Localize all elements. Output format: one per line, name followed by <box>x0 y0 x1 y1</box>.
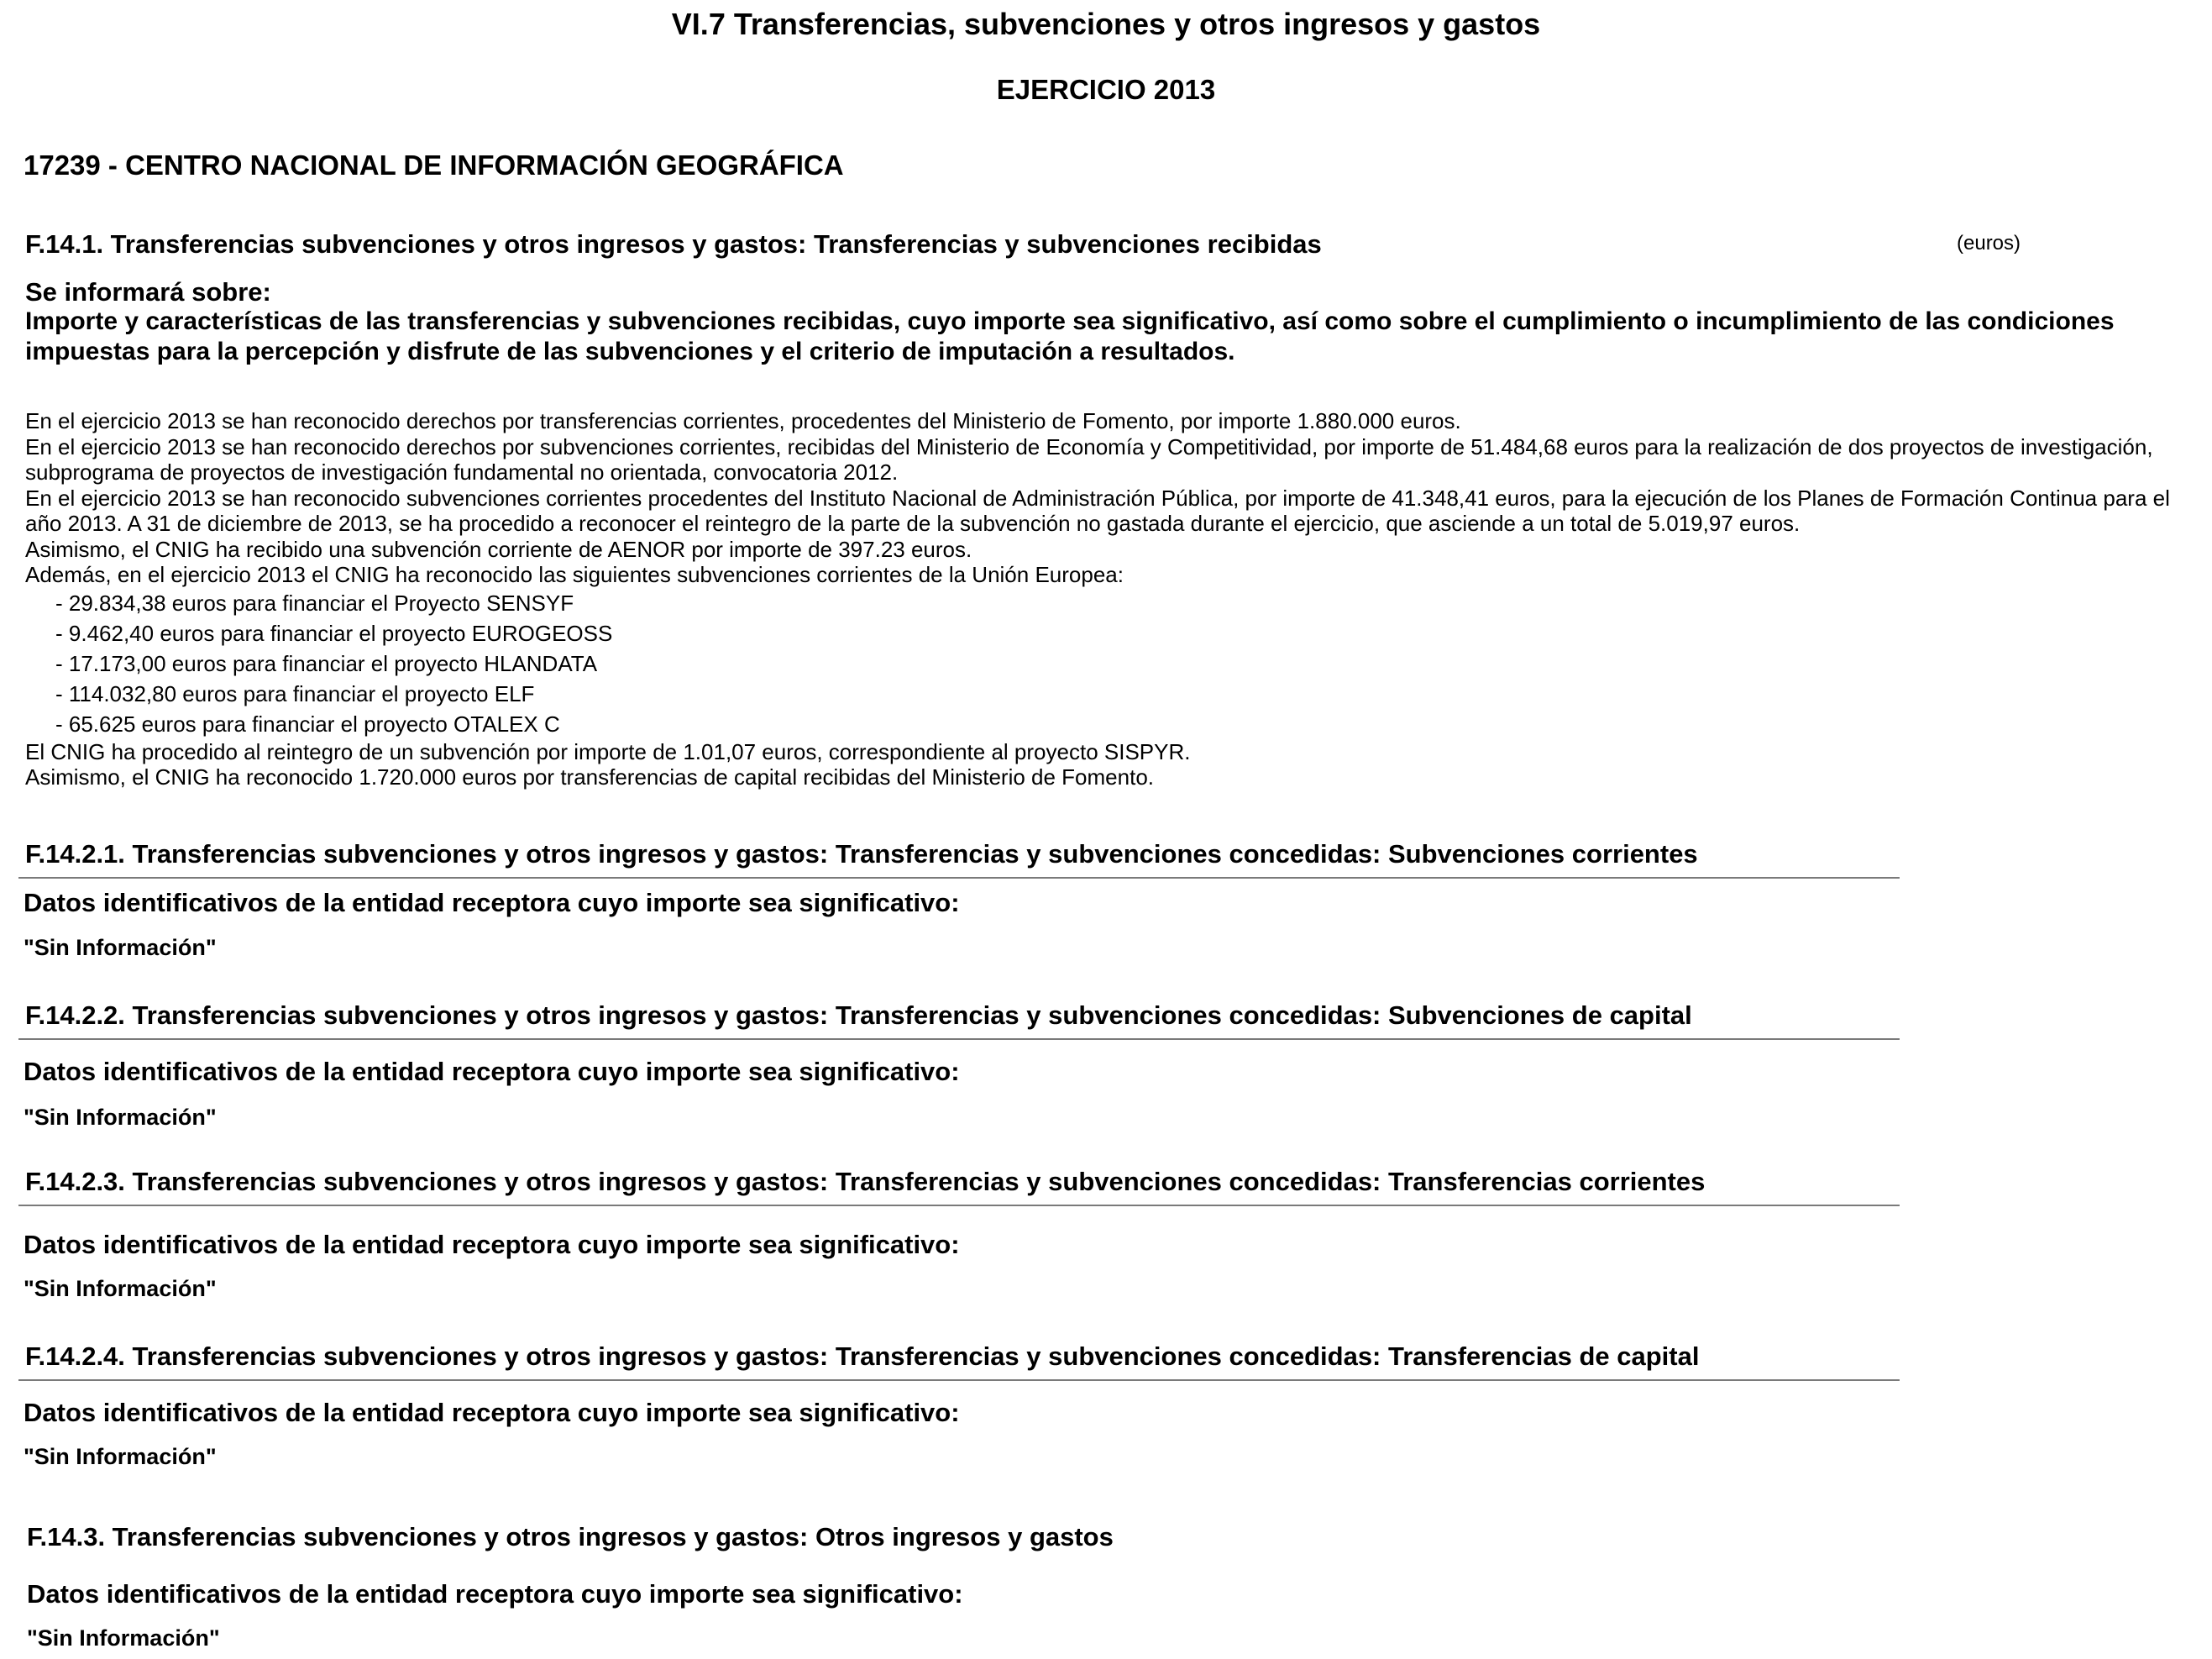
list-item: - 65.625 euros para financiar el proyecto OTALEX C <box>55 711 560 737</box>
entity-name: 17239 - CENTRO NACIONAL DE INFORMACIÓN GEOGRÁFICA <box>24 150 844 181</box>
no-information-value: "Sin Información" <box>24 1276 217 1301</box>
divider <box>18 877 1900 879</box>
no-information-value: "Sin Información" <box>24 1105 217 1130</box>
paragraph: En el ejercicio 2013 se han reconocido subvenciones corrientes procedentes del Instituto Nacional de Administración Pública, por importe de 41.348,41 euros, para la ejecución de los Planes de Formación Continua para el año 2013. A 31 de diciembre de 2013, se ha procedido a reconocer el reintegro de la parte de la subvención no gastada durante el ejercicio, que asciende a un total de 5.019,97 euros. <box>25 485 2170 536</box>
section-heading-f14-2-4: F.14.2.4. Transferencias subvenciones y otros ingresos y gastos: Transferencias y subvenciones concedidas: Transferencias de capital <box>25 1341 1700 1371</box>
section-heading-f14-2-1: F.14.2.1. Transferencias subvenciones y otros ingresos y gastos: Transferencias y subvenciones concedidas: Subvenciones corrientes <box>25 839 1698 869</box>
eu-subsidies-list <box>25 588 2209 739</box>
no-information-value: "Sin Información" <box>24 935 217 960</box>
paragraph: Además, en el ejercicio 2013 el CNIG ha reconocido las siguientes subvenciones corrientes de la Unión Europea: <box>25 562 1124 587</box>
datos-label: Datos identificativos de la entidad receptora cuyo importe sea significativo: <box>24 888 960 917</box>
datos-label: Datos identificativos de la entidad receptora cuyo importe sea significativo: <box>27 1579 963 1609</box>
datos-label: Datos identificativos de la entidad receptora cuyo importe sea significativo: <box>24 1057 960 1086</box>
section-heading-f14-2-3: F.14.2.3. Transferencias subvenciones y otros ingresos y gastos: Transferencias y subvenciones concedidas: Transferencias corrientes <box>25 1167 1706 1196</box>
no-information-value: "Sin Información" <box>24 1444 217 1469</box>
list-item: - 29.834,38 euros para financiar el Proyecto SENSYF <box>55 590 574 616</box>
list-item: - 114.032,80 euros para financiar el proyecto ELF <box>55 680 535 706</box>
datos-label: Datos identificativos de la entidad receptora cuyo importe sea significativo: <box>24 1398 960 1427</box>
divider <box>18 1205 1900 1206</box>
section-heading-f14-3: F.14.3. Transferencias subvenciones y otros ingresos y gastos: Otros ingresos y gastos <box>27 1522 1114 1551</box>
divider <box>18 1038 1900 1040</box>
section-heading-f14-2-2: F.14.2.2. Transferencias subvenciones y otros ingresos y gastos: Transferencias y subvenciones concedidas: Subvenciones de capital <box>25 1000 1692 1030</box>
paragraph: En el ejercicio 2013 se han reconocido derechos por subvenciones corrientes, recibidas del Ministerio de Economía y Competitividad, por importe de 51.484,68 euros para la realización de dos proyectos de investigación, subprograma de proyectos de investigación fundamental no orientada, convocatoria 2012. <box>25 433 2153 485</box>
list-item: - 9.462,40 euros para financiar el proyecto EUROGEOSS <box>55 620 613 646</box>
section-heading-f14-1: F.14.1. Transferencias subvenciones y otros ingresos y gastos: Transferencias y subvenciones recibidas <box>25 229 1322 259</box>
units-label: (euros) <box>1957 232 2021 255</box>
divider <box>18 1379 1900 1381</box>
page-title: VI.7 Transferencias, subvenciones y otros ingresos y gastos <box>671 7 1541 41</box>
paragraph: El CNIG ha procedido al reintegro de un subvención por importe de 1.01,07 euros, correspondiente al proyecto SISPYR. <box>25 738 1191 764</box>
f14-1-body <box>25 408 2209 790</box>
inform-description: Importe y características de las transferencias y subvenciones recibidas, cuyo importe sea significativo, así como sobre el cumplimiento o incumplimiento de las condiciones impuestas para la percepción y disfrute de las subvenciones y el criterio de imputación a resultados. <box>25 307 2115 365</box>
datos-label: Datos identificativos de la entidad receptora cuyo importe sea significativo: <box>24 1230 960 1259</box>
inform-label: Se informará sobre: <box>25 277 271 307</box>
exercise-year: EJERCICIO 2013 <box>996 74 1216 105</box>
paragraph: En el ejercicio 2013 se han reconocido derechos por transferencias corrientes, procedentes del Ministerio de Fomento, por importe 1.880.000 euros. <box>25 408 1461 433</box>
list-item: - 17.173,00 euros para financiar el proyecto HLANDATA <box>55 650 598 676</box>
no-information-value: "Sin Información" <box>27 1625 220 1651</box>
paragraph: Asimismo, el CNIG ha recibido una subvención corriente de AENOR por importe de 397.23 euros. <box>25 536 972 562</box>
paragraph: Asimismo, el CNIG ha reconocido 1.720.000 euros por transferencias de capital recibidas del Ministerio de Fomento. <box>25 764 1155 790</box>
